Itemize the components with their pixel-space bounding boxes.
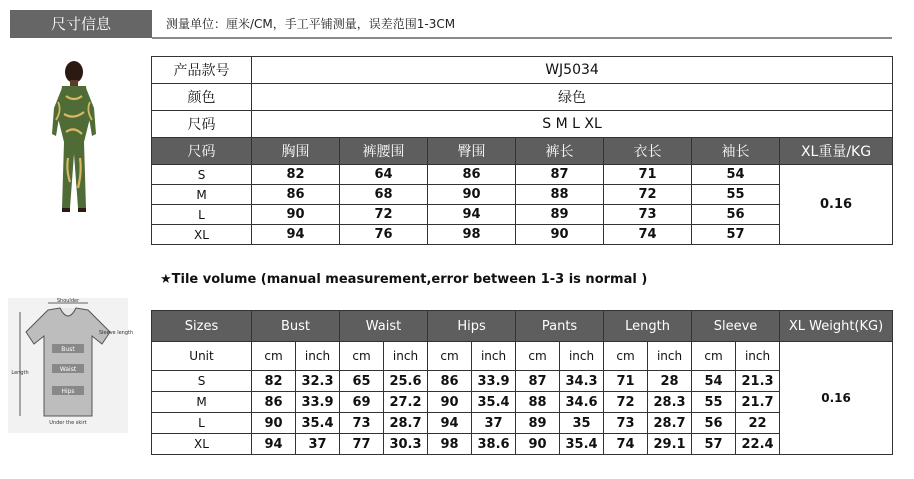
table-cell: 89 — [516, 205, 604, 225]
table-cell: 86 — [428, 371, 472, 392]
table-cell: 76 — [340, 225, 428, 245]
info-row — [152, 84, 893, 111]
table-cell: 90 — [516, 434, 560, 455]
column-header: Waist — [340, 311, 428, 342]
unit-cell: inch — [560, 342, 604, 371]
unit-cell: cm — [604, 342, 648, 371]
table-cell: 90 — [516, 225, 604, 245]
style-number-value: WJ5034 — [252, 57, 893, 84]
unit-cell: inch — [296, 342, 340, 371]
size-info-header — [10, 10, 892, 38]
column-header: Hips — [428, 311, 516, 342]
measurement-note: 测量单位：厘米/CM，手工平铺测量，误差范围1-3CM — [166, 17, 456, 31]
unit-cell: inch — [472, 342, 516, 371]
column-header: 裤腰围 — [340, 138, 428, 165]
table-cell: 21.7 — [736, 392, 780, 413]
table-cell: 90 — [252, 413, 296, 434]
size-cell: S — [152, 371, 252, 392]
table-cell: 86 — [252, 185, 340, 205]
table-cell: 94 — [428, 205, 516, 225]
column-header: 袖长 — [692, 138, 780, 165]
table-cell: 22.4 — [736, 434, 780, 455]
table-cell: 33.9 — [472, 371, 516, 392]
table-cell: 94 — [252, 225, 340, 245]
table-cell: 87 — [516, 165, 604, 185]
sizes-label: 尺码 — [152, 111, 252, 138]
table-cell: 27.2 — [384, 392, 428, 413]
table-cell: 28 — [648, 371, 692, 392]
table-cell: 28.7 — [384, 413, 428, 434]
size-cell: L — [152, 413, 252, 434]
table-cell: 55 — [692, 392, 736, 413]
table-cell: 29.1 — [648, 434, 692, 455]
table-cell: 37 — [472, 413, 516, 434]
table-cell: 54 — [692, 165, 780, 185]
table-cell: 90 — [428, 392, 472, 413]
unit-cell: cm — [516, 342, 560, 371]
table-cell: 35.4 — [296, 413, 340, 434]
table-cell: 71 — [604, 371, 648, 392]
style-number-label: 产品款号 — [152, 57, 252, 84]
size-cell: M — [152, 392, 252, 413]
table-cell: 74 — [604, 434, 648, 455]
size-cell: S — [152, 165, 252, 185]
table-cell: 69 — [340, 392, 384, 413]
unit-cell: cm — [340, 342, 384, 371]
table-cell: 89 — [516, 413, 560, 434]
unit-cell: inch — [648, 342, 692, 371]
table-cell: 90 — [252, 205, 340, 225]
table-cell: 30.3 — [384, 434, 428, 455]
table-cell: 55 — [692, 185, 780, 205]
column-header: XL Weight(KG) — [780, 311, 893, 342]
measurement-diagram — [8, 298, 134, 433]
weight-cell: 0.16 — [780, 165, 893, 245]
unit-cell: cm — [692, 342, 736, 371]
column-header: Length — [604, 311, 692, 342]
tile-volume-note: ★Tile volume (manual measurement,error between 1-3 is normal ) — [160, 272, 648, 287]
table-cell: 57 — [692, 225, 780, 245]
table-cell: 94 — [428, 413, 472, 434]
diagram-hem-label: Under the skirt — [49, 420, 87, 426]
table-cell: 73 — [604, 205, 692, 225]
table-cell: 98 — [428, 225, 516, 245]
table-cell: 56 — [692, 413, 736, 434]
table-cell: 28.3 — [648, 392, 692, 413]
header-divider — [152, 37, 892, 39]
table-cell: 86 — [252, 392, 296, 413]
unit-cell: cm — [252, 342, 296, 371]
column-header: 衣长 — [604, 138, 692, 165]
table-cell: 38.6 — [472, 434, 516, 455]
column-header: 臀围 — [428, 138, 516, 165]
table-cell: 68 — [340, 185, 428, 205]
table-cell: 54 — [692, 371, 736, 392]
table-header-row — [152, 311, 893, 342]
column-header: Sizes — [152, 311, 252, 342]
unit-cell: cm — [428, 342, 472, 371]
table-cell: 65 — [340, 371, 384, 392]
table-cell: 28.7 — [648, 413, 692, 434]
column-header: 尺码 — [152, 138, 252, 165]
table-cell: 87 — [516, 371, 560, 392]
table-cell: 72 — [604, 392, 648, 413]
sizes-value: S M L XL — [252, 111, 893, 138]
table-cell: 90 — [428, 185, 516, 205]
table-row — [152, 165, 893, 185]
table-cell: 86 — [428, 165, 516, 185]
column-header: 胸围 — [252, 138, 340, 165]
column-header: Bust — [252, 311, 340, 342]
table-cell: 73 — [340, 413, 384, 434]
table-cell: 88 — [516, 185, 604, 205]
table-cell: 74 — [604, 225, 692, 245]
weight-cell: 0.16 — [780, 342, 893, 455]
column-header: XL重量/KG — [780, 138, 893, 165]
table-cell: 56 — [692, 205, 780, 225]
table-cell: 35.4 — [560, 434, 604, 455]
diagram-hips-label: Hips — [61, 388, 75, 395]
table-cell: 37 — [296, 434, 340, 455]
product-photo — [44, 58, 104, 218]
table-cell: 21.3 — [736, 371, 780, 392]
table-cell: 57 — [692, 434, 736, 455]
color-value: 绿色 — [252, 84, 893, 111]
info-row — [152, 111, 893, 138]
table-cell: 94 — [252, 434, 296, 455]
diagram-bust-label: Bust — [61, 346, 75, 353]
table-cell: 64 — [340, 165, 428, 185]
table-cell: 73 — [604, 413, 648, 434]
unit-cell: inch — [384, 342, 428, 371]
table-cell: 32.3 — [296, 371, 340, 392]
table-cell: 88 — [516, 392, 560, 413]
size-info-tag: 尺寸信息 — [10, 10, 152, 38]
table-header-row — [152, 138, 893, 165]
table-cell: 34.3 — [560, 371, 604, 392]
table-cell: 35.4 — [472, 392, 516, 413]
table-cell: 82 — [252, 371, 296, 392]
diagram-shoulder-label: Shoulder — [56, 298, 80, 304]
unit-cell: inch — [736, 342, 780, 371]
table-cell: 34.6 — [560, 392, 604, 413]
unit-row — [152, 342, 893, 371]
column-header: 裤长 — [516, 138, 604, 165]
column-header: Pants — [516, 311, 604, 342]
table-cell: 22 — [736, 413, 780, 434]
table-cell: 72 — [340, 205, 428, 225]
size-table-cn — [151, 56, 893, 245]
table-cell: 25.6 — [384, 371, 428, 392]
table-cell: 82 — [252, 165, 340, 185]
table-cell: 77 — [340, 434, 384, 455]
table-cell: 72 — [604, 185, 692, 205]
table-cell: 35 — [560, 413, 604, 434]
color-label: 颜色 — [152, 84, 252, 111]
size-cell: XL — [152, 225, 252, 245]
table-cell: 71 — [604, 165, 692, 185]
diagram-length-label: Length — [11, 370, 29, 376]
size-cell: XL — [152, 434, 252, 455]
info-row — [152, 57, 893, 84]
size-cell: M — [152, 185, 252, 205]
table-cell: 33.9 — [296, 392, 340, 413]
unit-label: Unit — [152, 342, 252, 371]
diagram-sleeve-label: Sleeve length — [98, 330, 134, 336]
size-table-en — [151, 310, 893, 455]
diagram-waist-label: Waist — [59, 366, 77, 373]
table-cell: 98 — [428, 434, 472, 455]
column-header: Sleeve — [692, 311, 780, 342]
size-cell: L — [152, 205, 252, 225]
